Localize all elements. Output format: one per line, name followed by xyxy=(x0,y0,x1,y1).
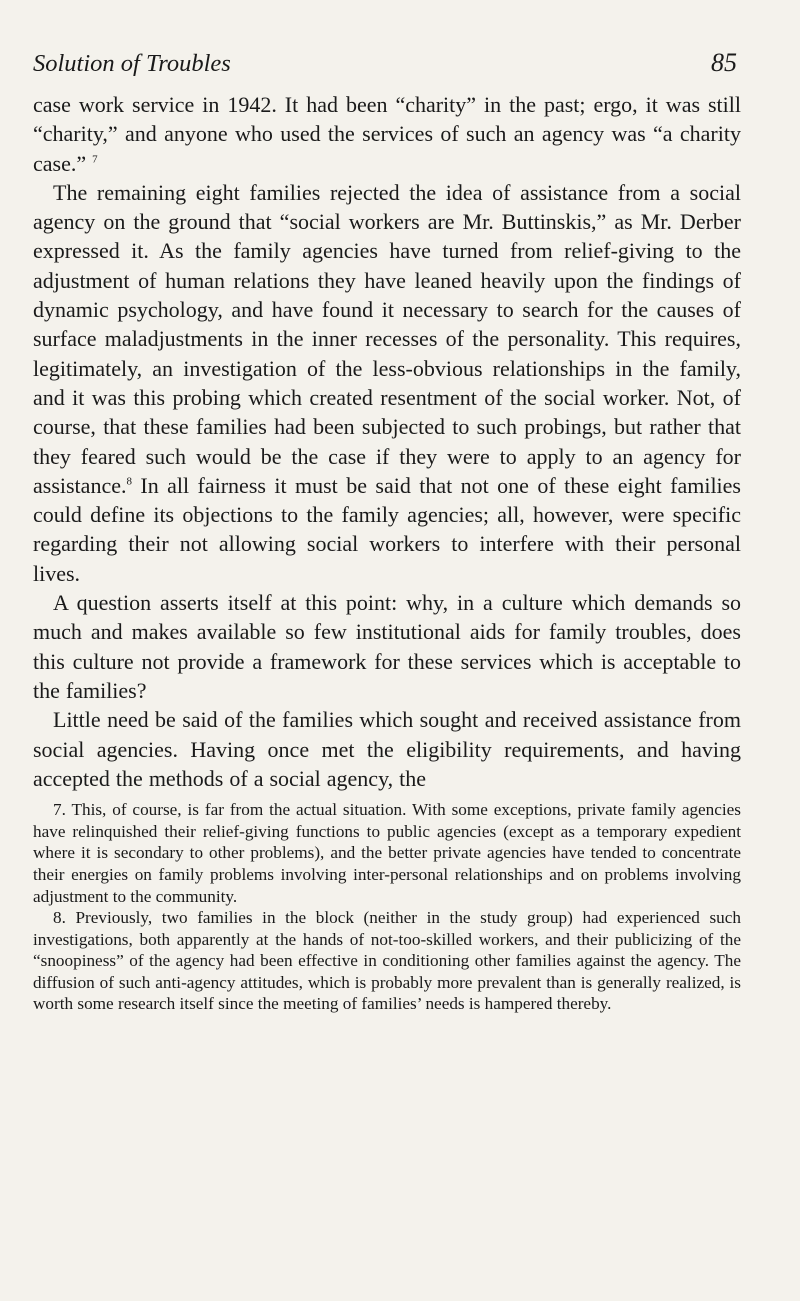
footnote-8: 8. Previously, two families in the block (neither in the study group) had experienced such investigations, both apparently at the hands of not-too-skilled workers, and their publicizing of the “snoopiness” of the agency had been effective in conditioning other families against the agency. The diffusion of such anti-agency attitudes, which is probably more prevalent than is generally realized, is worth some research itself since the meeting of families’ needs is hampered thereby. xyxy=(33,908,741,1014)
paragraph-text-continued: In all fairness it must be said that not one of these eight families could define its objections to the family agencies; all, however, were specific regarding their not allowing social workers to interfere with their personal lives. xyxy=(33,472,741,586)
paragraph-2 xyxy=(33,178,741,588)
book-page xyxy=(33,48,741,1015)
footnote-7: 7. This, of course, is far from the actual situation. With some exceptions, private family agencies have relinquished their relief-giving functions to public agencies (except as a temporary expedient where it is secondary to other problems), and the better private agencies have tended to concentrate their energies on family problems involving inter-personal relationships and on problems involving adjustment to the community. xyxy=(33,800,741,906)
paragraph-text: case work service in 1942. It had been “charity” in the past; ergo, it was still “charity,” and anyone who used the services of such an agency was “a charity case.” xyxy=(33,92,741,176)
paragraph-1 xyxy=(33,90,741,178)
footnote-reference-7: 7 xyxy=(92,153,98,166)
footnotes xyxy=(33,799,741,1015)
paragraph-4: Little need be said of the families which sought and received assistance from social agencies. Having once met the eligibility requirements, and having accepted the methods of a social agency, the xyxy=(33,707,741,791)
body-text xyxy=(33,90,741,793)
running-head xyxy=(33,48,741,90)
chapter-title: Solution of Troubles xyxy=(33,50,231,77)
page-number: 85 xyxy=(711,48,737,77)
footnote-reference-8: 8 xyxy=(126,475,132,488)
paragraph-3: A question asserts itself at this point: why, in a culture which demands so much and makes available so few institutional aids for family troubles, does this culture not provide a framework for these services which is acceptable to the families? xyxy=(33,590,741,703)
paragraph-text: The remaining eight families rejected the idea of assistance from a social agency on the ground that “social workers are Mr. Buttinskis,” as Mr. Derber expressed it. As the family agencies have turned from relief-giving to the adjustment of human relations they have leaned heavily upon the findings of dynamic psychology, and have found it necessary to search for the causes of surface maladjustments in the inner recesses of the personality. This requires, legitimately, an investigation of the less-obvious relationships in the family, and it was this probing which created resentment of the social worker. Not, of course, that these families had been subjected to such probings, but rather that they feared such would be the case if they were to apply to an agency for assistance. xyxy=(33,179,741,498)
